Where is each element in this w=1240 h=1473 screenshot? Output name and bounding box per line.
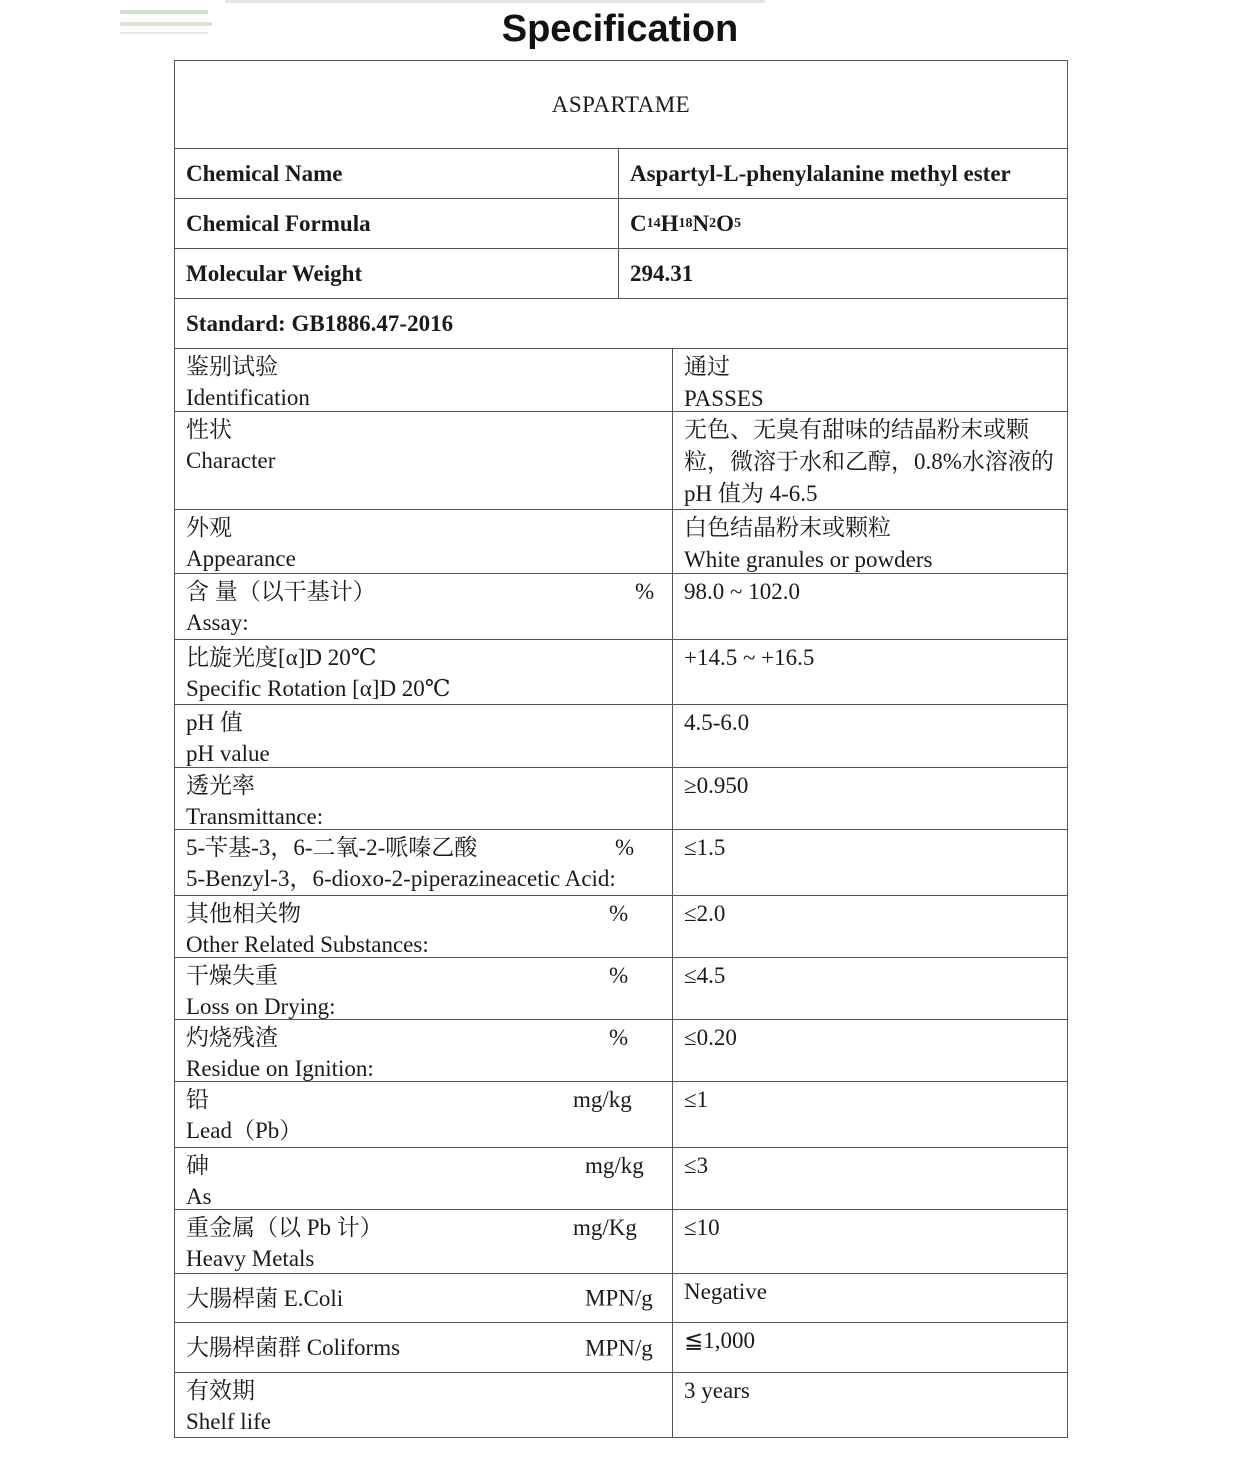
info-value: 294.31 <box>630 260 694 286</box>
spec-parameter <box>175 574 673 639</box>
parameter-unit: mg/kg <box>573 1087 632 1112</box>
spec-row <box>175 1082 1067 1148</box>
parameter-name-en: Other Related Substances: <box>186 932 429 957</box>
spec-parameter <box>175 640 673 704</box>
spec-parameter <box>175 896 673 957</box>
spec-parameter <box>175 1020 673 1081</box>
header-rule <box>225 0 765 3</box>
spec-value <box>673 1082 1067 1147</box>
parameter-name-cn: 铅 <box>186 1087 209 1112</box>
spec-parameter <box>175 1082 673 1147</box>
value-text: ≤2.0 <box>684 901 726 926</box>
parameter-name-cn: 外观 <box>186 515 232 540</box>
product-name: ASPARTAME <box>175 61 1067 149</box>
formula-subscript: 2 <box>709 215 717 231</box>
spec-row <box>175 830 1067 896</box>
formula-element: C <box>630 210 647 236</box>
value-text: 98.0 ~ 102.0 <box>684 579 800 604</box>
spec-value <box>673 1148 1067 1209</box>
spec-value <box>673 896 1067 957</box>
spec-row <box>175 705 1067 768</box>
value-text: ≥0.950 <box>684 773 749 798</box>
spec-parameter <box>175 768 673 829</box>
spec-value <box>673 1274 1067 1322</box>
parameter-name-en: Identification <box>186 385 310 410</box>
parameter-name-en: Transmittance: <box>186 804 324 829</box>
parameter-name-cn: 5-苄基-3，6-二氧-2-哌嗪乙酸 <box>186 835 478 860</box>
formula-subscript: 14 <box>646 215 661 231</box>
parameter-name-en: As <box>186 1184 212 1209</box>
formula-element: H <box>660 210 679 236</box>
spec-parameter <box>175 1323 673 1372</box>
spec-row <box>175 896 1067 958</box>
page-title: Specification <box>501 8 739 50</box>
spec-row <box>175 1323 1067 1373</box>
spec-parameter <box>175 510 673 573</box>
spec-value <box>673 830 1067 895</box>
spec-value <box>673 640 1067 704</box>
spec-parameter <box>175 705 673 767</box>
spec-value <box>673 510 1067 573</box>
value-text: 4.5-6.0 <box>684 710 750 735</box>
parameter-unit: MPN/g <box>585 1335 653 1360</box>
parameter-name-en: Assay: <box>186 610 249 635</box>
parameter-name-en: Shelf life <box>186 1409 271 1434</box>
spec-row <box>175 1373 1067 1437</box>
spec-value <box>673 1020 1067 1081</box>
info-value: Aspartyl-L-phenylalanine methyl ester <box>630 160 1011 186</box>
parameter-name-en: 5-Benzyl-3，6-dioxo-2-piperazineacetic Acid: <box>186 866 616 891</box>
value-text: ≦1,000 <box>684 1328 756 1353</box>
spec-parameter <box>175 958 673 1019</box>
specification-table <box>174 60 1068 1438</box>
formula-subscript: 5 <box>734 215 742 231</box>
parameter-name-cn: 其他相关物 <box>186 901 301 926</box>
parameter-unit: mg/kg <box>585 1153 644 1178</box>
parameter-name-en: pH value <box>186 741 270 766</box>
spec-row <box>175 574 1067 640</box>
parameter-name-cn: 大腸桿菌 E.Coli <box>186 1285 344 1311</box>
spec-parameter <box>175 1148 673 1209</box>
formula-element: N <box>692 210 710 236</box>
spec-value <box>673 705 1067 767</box>
spec-parameter <box>175 1373 673 1437</box>
parameter-name-cn: 有效期 <box>186 1378 255 1403</box>
spec-row <box>175 1274 1067 1323</box>
parameter-name-cn: 比旋光度[α]D 20℃ <box>186 645 377 670</box>
parameter-name-en: Loss on Drying: <box>186 994 336 1019</box>
parameter-name-en: Lead（Pb） <box>186 1118 303 1143</box>
info-row-chemical-name <box>175 149 1067 199</box>
value-text: ≤4.5 <box>684 963 726 988</box>
spec-parameter <box>175 412 673 509</box>
parameter-unit: MPN/g <box>585 1285 653 1311</box>
parameter-unit: % <box>609 963 629 988</box>
info-label: Molecular Weight <box>175 249 619 298</box>
parameter-name-en: Character <box>186 448 276 473</box>
parameter-unit: % <box>615 835 635 860</box>
parameter-name-cn: 砷 <box>186 1153 209 1178</box>
spec-parameter <box>175 830 673 895</box>
parameter-name-en: Appearance <box>186 546 296 571</box>
value-cn: 通过 <box>684 354 730 379</box>
spec-value <box>673 349 1067 411</box>
parameter-unit: % <box>635 579 655 604</box>
parameter-name-cn: pH 值 <box>186 710 243 735</box>
value-text: ≤3 <box>684 1153 709 1178</box>
value-text: ≤1 <box>684 1087 709 1112</box>
parameter-name-cn: 鉴别试验 <box>186 354 278 379</box>
spec-parameter <box>175 1210 673 1273</box>
spec-row <box>175 1020 1067 1082</box>
parameter-name-en: Specific Rotation [α]D 20℃ <box>186 676 451 701</box>
spec-value <box>673 768 1067 829</box>
parameter-name-cn: 含 量（以干基计） <box>186 579 376 604</box>
info-label: Chemical Name <box>175 149 619 198</box>
spec-parameter <box>175 349 673 411</box>
spec-value <box>673 412 1067 509</box>
formula-element: O <box>716 210 735 236</box>
parameter-name-cn: 灼烧残渣 <box>186 1025 278 1050</box>
spec-value <box>673 1323 1067 1372</box>
parameter-name-cn: 干燥失重 <box>186 963 278 988</box>
spec-value <box>673 574 1067 639</box>
parameter-unit: % <box>609 901 629 926</box>
parameter-name-cn: 性状 <box>186 417 232 442</box>
chemical-formula <box>619 199 1067 248</box>
parameter-name-cn: 大腸桿菌群 Coliforms <box>186 1335 401 1360</box>
value-text: ≤0.20 <box>684 1025 737 1050</box>
value-text: +14.5 ~ +16.5 <box>684 645 815 670</box>
value-text: White granules or powders <box>684 547 933 572</box>
formula-subscript: 18 <box>678 215 693 231</box>
spec-row <box>175 1210 1067 1274</box>
spec-row <box>175 640 1067 705</box>
value-text: 3 years <box>684 1378 750 1403</box>
spec-row <box>175 349 1067 412</box>
spec-row <box>175 768 1067 830</box>
spec-parameter <box>175 1274 673 1322</box>
info-row-molecular-weight <box>175 249 1067 299</box>
spec-value <box>673 1210 1067 1273</box>
spec-row <box>175 958 1067 1020</box>
parameter-name-en: Residue on Ignition: <box>186 1056 374 1081</box>
standard-row: Standard: GB1886.47-2016 <box>175 299 1067 349</box>
value-text: 无色、无臭有甜味的结晶粉末或颗粒，微溶于水和乙醇，0.8%水溶液的 pH 值为 4-6.5 <box>684 417 1054 506</box>
parameter-name-en: Heavy Metals <box>186 1246 315 1271</box>
parameter-name-cn: 重金属（以 Pb 计） <box>186 1215 383 1240</box>
value-text: ≤1.5 <box>684 835 726 860</box>
value-cn: 白色结晶粉末或颗粒 <box>684 515 891 540</box>
parameter-unit: % <box>609 1025 629 1050</box>
info-label: Chemical Formula <box>175 199 619 248</box>
spec-value <box>673 958 1067 1019</box>
value-text: PASSES <box>684 386 764 411</box>
spec-row <box>175 412 1067 510</box>
value-text: Negative <box>684 1279 768 1304</box>
spec-items <box>175 349 1067 1437</box>
spec-row <box>175 1148 1067 1210</box>
parameter-name-cn: 透光率 <box>186 773 255 798</box>
value-text: ≤10 <box>684 1215 720 1240</box>
spec-value <box>673 1373 1067 1437</box>
info-row-chemical-formula <box>175 199 1067 249</box>
spec-row <box>175 510 1067 574</box>
parameter-unit: mg/Kg <box>573 1215 637 1240</box>
